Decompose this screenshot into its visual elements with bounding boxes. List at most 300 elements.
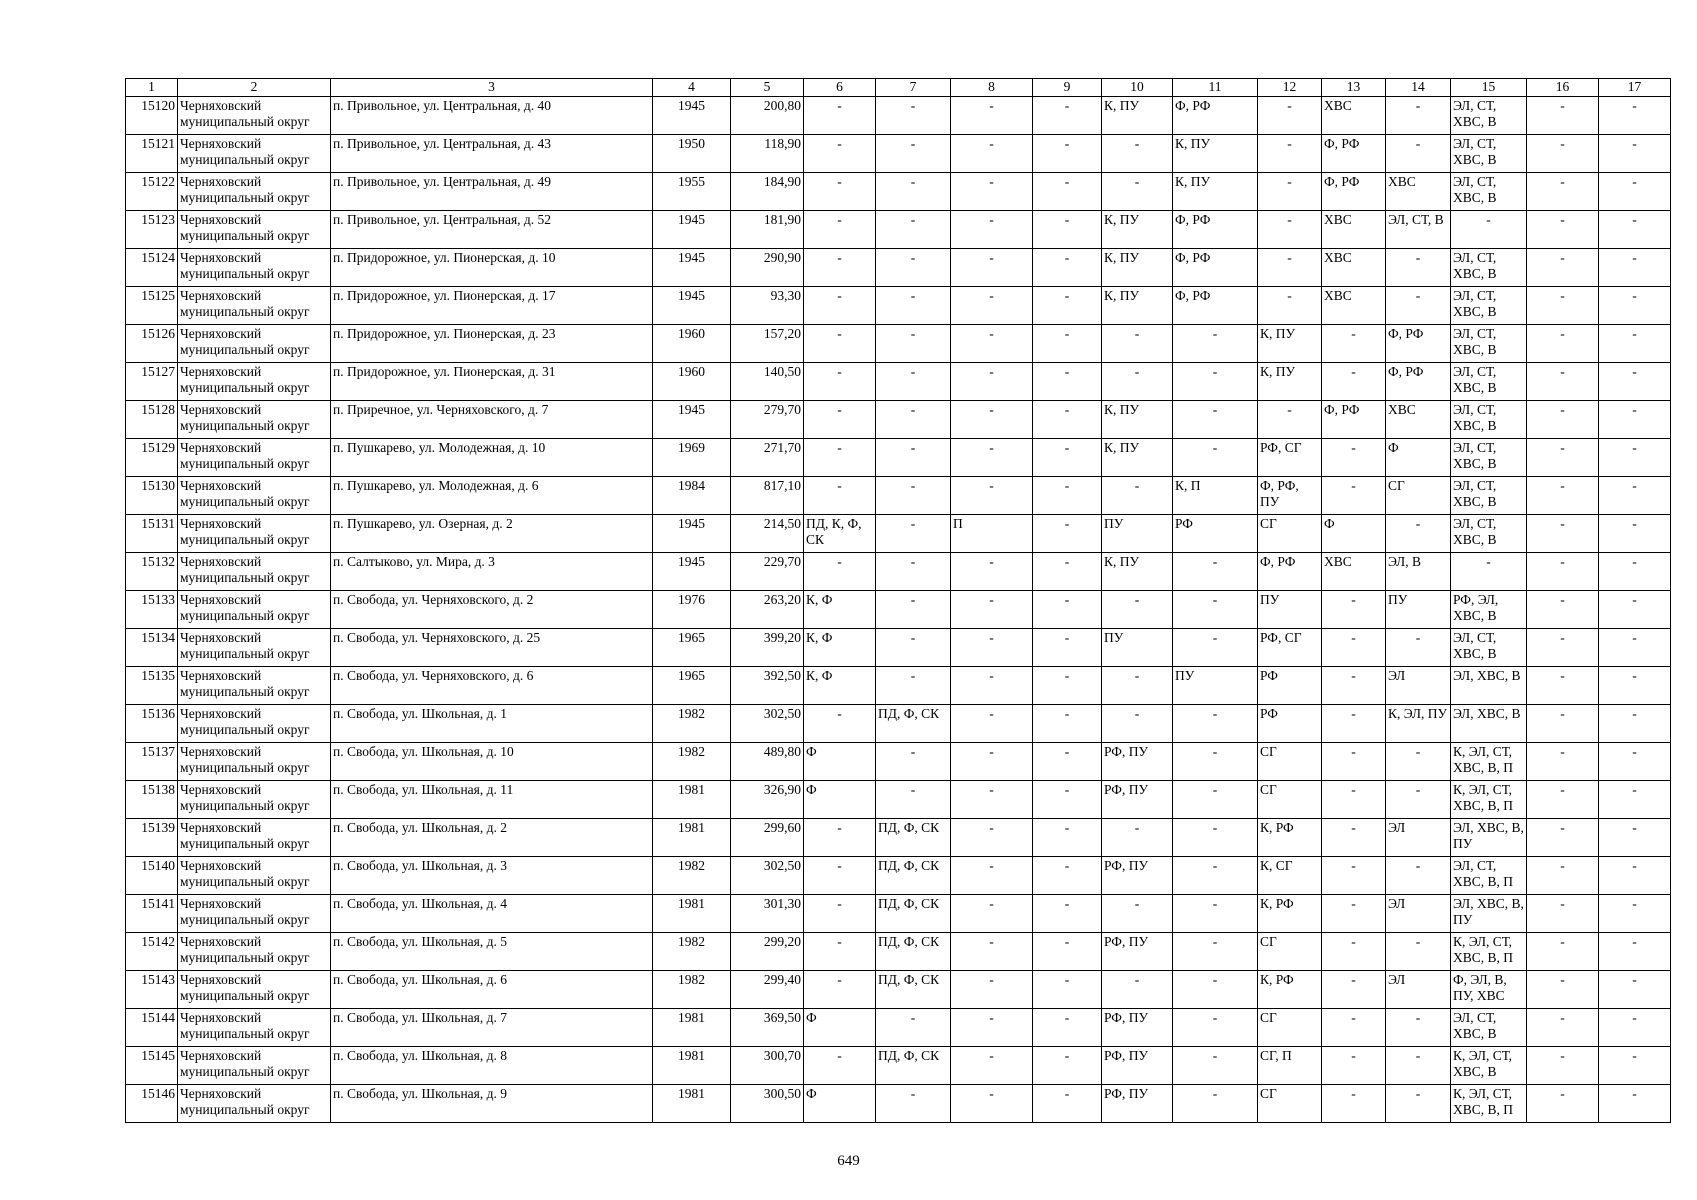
table-cell-col-6: - [804,173,876,211]
table-cell-col-8: - [951,249,1033,287]
table-cell-col-13: - [1322,1085,1386,1123]
table-cell-col-15: Ф, ЭЛ, В, ПУ, ХВС [1451,971,1527,1009]
table-cell-col-11: - [1173,895,1258,933]
table-cell-col-17: - [1599,1047,1671,1085]
table-cell-col-11: - [1173,933,1258,971]
table-cell-col-14: - [1386,515,1451,553]
table-cell-col-12: СГ [1258,743,1322,781]
table-cell-col-15: ЭЛ, СТ, ХВС, В [1451,97,1527,135]
table-cell-col-8: - [951,971,1033,1009]
table-cell-col-16: - [1527,1085,1599,1123]
table-cell-col-6: - [804,1047,876,1085]
table-cell-col-16: - [1527,439,1599,477]
table-cell-col-2: Черняховский муниципальный округ [178,515,331,553]
table-cell-col-8: - [951,1085,1033,1123]
table-cell-col-3: п. Свобода, ул. Черняховского, д. 25 [331,629,653,667]
table-cell-col-14: ЭЛ, В [1386,553,1451,591]
table-cell-col-15: ЭЛ, СТ, ХВС, В, П [1451,857,1527,895]
table-cell-col-5: 181,90 [731,211,804,249]
column-header-3: 3 [331,79,653,97]
table-cell-col-16: - [1527,819,1599,857]
table-cell-col-15: ЭЛ, ХВС, В [1451,667,1527,705]
table-cell-col-5: 392,50 [731,667,804,705]
table-cell-col-8: - [951,629,1033,667]
table-cell-col-14: ХВС [1386,173,1451,211]
table-cell-col-2: Черняховский муниципальный округ [178,401,331,439]
table-cell-col-10: РФ, ПУ [1102,857,1173,895]
table-cell-col-3: п. Привольное, ул. Центральная, д. 52 [331,211,653,249]
table-cell-col-16: - [1527,135,1599,173]
table-cell-col-12: - [1258,173,1322,211]
table-header [126,79,1671,97]
table-cell-col-14: - [1386,743,1451,781]
table-cell-col-1: 15133 [126,591,178,629]
table-cell-col-13: - [1322,363,1386,401]
table-cell-col-15: - [1451,211,1527,249]
table-cell-col-16: - [1527,591,1599,629]
table-cell-col-3: п. Свобода, ул. Школьная, д. 7 [331,1009,653,1047]
table-cell-col-15: К, ЭЛ, СТ, ХВС, В [1451,1047,1527,1085]
table-cell-col-3: п. Пушкарево, ул. Молодежная, д. 10 [331,439,653,477]
table-row [126,401,1671,439]
table-cell-col-17: - [1599,173,1671,211]
table-cell-col-1: 15138 [126,781,178,819]
table-row [126,135,1671,173]
table-cell-col-16: - [1527,1047,1599,1085]
table-cell-col-17: - [1599,439,1671,477]
table-cell-col-1: 15143 [126,971,178,1009]
table-cell-col-1: 15145 [126,1047,178,1085]
table-cell-col-12: К, ПУ [1258,325,1322,363]
table-cell-col-6: - [804,97,876,135]
table-cell-col-5: 118,90 [731,135,804,173]
table-cell-col-2: Черняховский муниципальный округ [178,781,331,819]
column-header-8: 8 [951,79,1033,97]
table-cell-col-10: РФ, ПУ [1102,933,1173,971]
table-cell-col-4: 1969 [653,439,731,477]
table-cell-col-12: Ф, РФ, ПУ [1258,477,1322,515]
table-cell-col-1: 15141 [126,895,178,933]
table-cell-col-8: - [951,857,1033,895]
table-cell-col-5: 290,90 [731,249,804,287]
table-cell-col-2: Черняховский муниципальный округ [178,819,331,857]
table-cell-col-5: 93,30 [731,287,804,325]
table-cell-col-4: 1945 [653,97,731,135]
table-cell-col-11: - [1173,743,1258,781]
table-cell-col-4: 1981 [653,1085,731,1123]
table-cell-col-7: - [876,249,951,287]
column-header-4: 4 [653,79,731,97]
table-cell-col-16: - [1527,363,1599,401]
column-header-2: 2 [178,79,331,97]
table-cell-col-1: 15125 [126,287,178,325]
table-cell-col-4: 1976 [653,591,731,629]
table-cell-col-12: РФ [1258,705,1322,743]
table-cell-col-17: - [1599,97,1671,135]
table-cell-col-6: - [804,249,876,287]
column-header-5: 5 [731,79,804,97]
table-cell-col-17: - [1599,135,1671,173]
table-cell-col-7: - [876,325,951,363]
table-cell-col-14: - [1386,1047,1451,1085]
table-cell-col-3: п. Свобода, ул. Школьная, д. 8 [331,1047,653,1085]
table-cell-col-9: - [1033,249,1102,287]
table-cell-col-5: 200,80 [731,97,804,135]
table-cell-col-17: - [1599,249,1671,287]
table-cell-col-3: п. Пушкарево, ул. Молодежная, д. 6 [331,477,653,515]
column-header-11: 11 [1173,79,1258,97]
table-cell-col-15: ЭЛ, СТ, ХВС, В [1451,1009,1527,1047]
table-cell-col-9: - [1033,667,1102,705]
table-cell-col-16: - [1527,743,1599,781]
table-cell-col-7: - [876,781,951,819]
table-cell-col-2: Черняховский муниципальный округ [178,1085,331,1123]
table-cell-col-3: п. Свобода, ул. Школьная, д. 5 [331,933,653,971]
table-cell-col-1: 15128 [126,401,178,439]
table-cell-col-2: Черняховский муниципальный округ [178,439,331,477]
table-cell-col-4: 1982 [653,971,731,1009]
table-row [126,971,1671,1009]
table-cell-col-13: - [1322,591,1386,629]
table-cell-col-3: п. Свобода, ул. Черняховского, д. 2 [331,591,653,629]
table-cell-col-15: - [1451,553,1527,591]
table-cell-col-13: - [1322,477,1386,515]
table-row [126,1085,1671,1123]
table-cell-col-13: - [1322,857,1386,895]
table-cell-col-14: ЭЛ [1386,819,1451,857]
table-cell-col-5: 300,50 [731,1085,804,1123]
table-cell-col-2: Черняховский муниципальный округ [178,287,331,325]
column-header-16: 16 [1527,79,1599,97]
table-cell-col-12: - [1258,135,1322,173]
table-cell-col-15: К, ЭЛ, СТ, ХВС, В, П [1451,781,1527,819]
table-row [126,743,1671,781]
table-cell-col-12: СГ [1258,1085,1322,1123]
table-cell-col-13: - [1322,743,1386,781]
table-cell-col-11: - [1173,401,1258,439]
table-cell-col-17: - [1599,819,1671,857]
table-cell-col-10: РФ, ПУ [1102,781,1173,819]
table-cell-col-6: К, Ф [804,629,876,667]
table-cell-col-12: К, РФ [1258,819,1322,857]
table-cell-col-5: 299,40 [731,971,804,1009]
table-cell-col-13: - [1322,439,1386,477]
table-cell-col-3: п. Приречное, ул. Черняховского, д. 7 [331,401,653,439]
table-cell-col-9: - [1033,1009,1102,1047]
table-cell-col-6: - [804,325,876,363]
table-cell-col-11: - [1173,819,1258,857]
table-cell-col-6: - [804,363,876,401]
table-cell-col-16: - [1527,401,1599,439]
table-cell-col-16: - [1527,781,1599,819]
table-cell-col-5: 399,20 [731,629,804,667]
table-cell-col-8: - [951,401,1033,439]
table-cell-col-4: 1982 [653,933,731,971]
table-cell-col-16: - [1527,173,1599,211]
table-row [126,477,1671,515]
table-cell-col-12: - [1258,401,1322,439]
table-cell-col-10: - [1102,667,1173,705]
table-cell-col-9: - [1033,819,1102,857]
table-cell-col-3: п. Свобода, ул. Школьная, д. 3 [331,857,653,895]
table-cell-col-6: К, Ф [804,667,876,705]
table-cell-col-16: - [1527,325,1599,363]
table-cell-col-10: - [1102,135,1173,173]
table-cell-col-11: - [1173,325,1258,363]
table-cell-col-17: - [1599,591,1671,629]
table-cell-col-14: ПУ [1386,591,1451,629]
table-cell-col-4: 1981 [653,781,731,819]
table-cell-col-14: - [1386,249,1451,287]
table-cell-col-17: - [1599,781,1671,819]
table-cell-col-2: Черняховский муниципальный округ [178,97,331,135]
table-cell-col-14: - [1386,857,1451,895]
table-cell-col-12: К, РФ [1258,895,1322,933]
table-cell-col-14: - [1386,1085,1451,1123]
table-cell-col-13: - [1322,667,1386,705]
table-cell-col-10: РФ, ПУ [1102,1047,1173,1085]
table-cell-col-17: - [1599,667,1671,705]
table-cell-col-14: Ф, РФ [1386,325,1451,363]
table-cell-col-9: - [1033,895,1102,933]
table-cell-col-15: ЭЛ, СТ, ХВС, В [1451,477,1527,515]
table-cell-col-2: Черняховский муниципальный округ [178,933,331,971]
table-cell-col-15: ЭЛ, СТ, ХВС, В [1451,439,1527,477]
table-cell-col-1: 15132 [126,553,178,591]
table-cell-col-11: К, ПУ [1173,173,1258,211]
table-cell-col-7: - [876,553,951,591]
table-cell-col-13: - [1322,933,1386,971]
table-cell-col-9: - [1033,591,1102,629]
table-row [126,705,1671,743]
table-cell-col-8: - [951,477,1033,515]
table-row [126,895,1671,933]
table-cell-col-14: Ф [1386,439,1451,477]
table-cell-col-7: - [876,173,951,211]
table-cell-col-10: - [1102,173,1173,211]
table-cell-col-14: - [1386,287,1451,325]
table-cell-col-2: Черняховский муниципальный округ [178,895,331,933]
table-cell-col-13: Ф [1322,515,1386,553]
table-row [126,249,1671,287]
table-cell-col-4: 1945 [653,287,731,325]
table-cell-col-8: - [951,439,1033,477]
table-cell-col-11: К, П [1173,477,1258,515]
table-cell-col-8: - [951,667,1033,705]
table-cell-col-11: - [1173,971,1258,1009]
table-cell-col-1: 15146 [126,1085,178,1123]
table-cell-col-11: - [1173,1047,1258,1085]
table-cell-col-7: - [876,743,951,781]
table-cell-col-14: ЭЛ [1386,895,1451,933]
column-header-12: 12 [1258,79,1322,97]
table-row [126,287,1671,325]
table-cell-col-10: К, ПУ [1102,249,1173,287]
table-cell-col-17: - [1599,553,1671,591]
table-cell-col-17: - [1599,743,1671,781]
table-cell-col-10: - [1102,325,1173,363]
table-cell-col-15: ЭЛ, СТ, ХВС, В [1451,629,1527,667]
table-cell-col-5: 279,70 [731,401,804,439]
table-cell-col-3: п. Привольное, ул. Центральная, д. 43 [331,135,653,173]
table-cell-col-5: 157,20 [731,325,804,363]
table-row [126,1009,1671,1047]
table-cell-col-7: - [876,591,951,629]
table-cell-col-6: - [804,477,876,515]
table-cell-col-12: СГ, П [1258,1047,1322,1085]
column-header-10: 10 [1102,79,1173,97]
table-cell-col-2: Черняховский муниципальный округ [178,135,331,173]
table-cell-col-4: 1982 [653,743,731,781]
table-cell-col-16: - [1527,249,1599,287]
table-cell-col-10: К, ПУ [1102,97,1173,135]
table-cell-col-13: - [1322,971,1386,1009]
page-number: 649 [837,1153,860,1169]
table-cell-col-17: - [1599,857,1671,895]
table-cell-col-1: 15137 [126,743,178,781]
table-cell-col-12: СГ [1258,933,1322,971]
table-cell-col-16: - [1527,971,1599,1009]
table-cell-col-10: РФ, ПУ [1102,743,1173,781]
table-cell-col-2: Черняховский муниципальный округ [178,667,331,705]
table-cell-col-14: ХВС [1386,401,1451,439]
table-cell-col-8: - [951,781,1033,819]
column-header-6: 6 [804,79,876,97]
table-cell-col-2: Черняховский муниципальный округ [178,1009,331,1047]
table-cell-col-1: 15123 [126,211,178,249]
table-cell-col-10: - [1102,477,1173,515]
table-cell-col-7: ПД, Ф, СК [876,971,951,1009]
table-cell-col-4: 1945 [653,249,731,287]
table-cell-col-11: ПУ [1173,667,1258,705]
table-cell-col-1: 15120 [126,97,178,135]
table-cell-col-4: 1945 [653,515,731,553]
table-cell-col-8: - [951,743,1033,781]
table-cell-col-1: 15131 [126,515,178,553]
table-cell-col-6: Ф [804,781,876,819]
table-cell-col-12: СГ [1258,781,1322,819]
table-cell-col-15: РФ, ЭЛ, ХВС, В [1451,591,1527,629]
table-cell-col-9: - [1033,135,1102,173]
column-header-7: 7 [876,79,951,97]
table-cell-col-3: п. Свобода, ул. Школьная, д. 10 [331,743,653,781]
table-cell-col-5: 263,20 [731,591,804,629]
table-cell-col-13: ХВС [1322,287,1386,325]
table-cell-col-14: - [1386,1009,1451,1047]
table-cell-col-9: - [1033,97,1102,135]
table-cell-col-6: - [804,819,876,857]
table-cell-col-3: п. Свобода, ул. Черняховского, д. 6 [331,667,653,705]
table-row [126,97,1671,135]
table-cell-col-12: РФ, СГ [1258,439,1322,477]
table-cell-col-13: - [1322,1047,1386,1085]
table-cell-col-10: ПУ [1102,515,1173,553]
table-cell-col-6: - [804,705,876,743]
table-cell-col-15: ЭЛ, ХВС, В, ПУ [1451,895,1527,933]
table-row [126,933,1671,971]
table-cell-col-14: К, ЭЛ, ПУ [1386,705,1451,743]
table-cell-col-15: ЭЛ, СТ, ХВС, В [1451,401,1527,439]
table-cell-col-5: 299,60 [731,819,804,857]
table-cell-col-5: 302,50 [731,857,804,895]
table-cell-col-4: 1945 [653,211,731,249]
table-cell-col-16: - [1527,857,1599,895]
table-cell-col-3: п. Придорожное, ул. Пионерская, д. 17 [331,287,653,325]
table-cell-col-6: - [804,933,876,971]
table-cell-col-10: РФ, ПУ [1102,1009,1173,1047]
table-cell-col-17: - [1599,515,1671,553]
table-cell-col-10: К, ПУ [1102,439,1173,477]
table-cell-col-16: - [1527,515,1599,553]
table-row [126,667,1671,705]
table-cell-col-17: - [1599,211,1671,249]
table-cell-col-4: 1955 [653,173,731,211]
table-cell-col-2: Черняховский муниципальный округ [178,211,331,249]
table-cell-col-1: 15136 [126,705,178,743]
table-cell-col-14: - [1386,629,1451,667]
table-cell-col-7: - [876,439,951,477]
column-header-15: 15 [1451,79,1527,97]
table-cell-col-10: - [1102,895,1173,933]
table-cell-col-11: РФ [1173,515,1258,553]
table-cell-col-6: - [804,895,876,933]
table-cell-col-5: 301,30 [731,895,804,933]
table-row [126,819,1671,857]
table-cell-col-10: - [1102,819,1173,857]
table-cell-col-13: ХВС [1322,249,1386,287]
table-cell-col-8: - [951,1047,1033,1085]
table-cell-col-6: Ф [804,1085,876,1123]
table-cell-col-15: ЭЛ, СТ, ХВС, В [1451,363,1527,401]
table-cell-col-3: п. Свобода, ул. Школьная, д. 11 [331,781,653,819]
table-cell-col-13: - [1322,705,1386,743]
table-cell-col-17: - [1599,895,1671,933]
table-cell-col-5: 214,50 [731,515,804,553]
table-cell-col-13: - [1322,781,1386,819]
table-row [126,1047,1671,1085]
table-cell-col-6: - [804,287,876,325]
table-cell-col-3: п. Придорожное, ул. Пионерская, д. 31 [331,363,653,401]
table-cell-col-8: - [951,287,1033,325]
table-cell-col-12: К, РФ [1258,971,1322,1009]
table-cell-col-4: 1965 [653,667,731,705]
table-cell-col-7: - [876,135,951,173]
table-cell-col-3: п. Свобода, ул. Школьная, д. 2 [331,819,653,857]
table-cell-col-8: - [951,705,1033,743]
table-cell-col-15: ЭЛ, СТ, ХВС, В [1451,287,1527,325]
table-cell-col-3: п. Пушкарево, ул. Озерная, д. 2 [331,515,653,553]
table-cell-col-16: - [1527,629,1599,667]
table-cell-col-9: - [1033,933,1102,971]
table-cell-col-10: К, ПУ [1102,287,1173,325]
table-cell-col-12: - [1258,249,1322,287]
table-cell-col-11: Ф, РФ [1173,97,1258,135]
table-cell-col-3: п. Придорожное, ул. Пионерская, д. 23 [331,325,653,363]
table-cell-col-14: Ф, РФ [1386,363,1451,401]
table-cell-col-15: К, ЭЛ, СТ, ХВС, В, П [1451,933,1527,971]
column-header-17: 17 [1599,79,1671,97]
table-cell-col-4: 1945 [653,553,731,591]
table-cell-col-8: - [951,363,1033,401]
table-cell-col-9: - [1033,211,1102,249]
table-cell-col-9: - [1033,781,1102,819]
table-cell-col-1: 15129 [126,439,178,477]
table-cell-col-2: Черняховский муниципальный округ [178,629,331,667]
table-cell-col-10: - [1102,363,1173,401]
table-cell-col-15: ЭЛ, СТ, ХВС, В [1451,173,1527,211]
table-cell-col-9: - [1033,743,1102,781]
table-cell-col-13: ХВС [1322,553,1386,591]
